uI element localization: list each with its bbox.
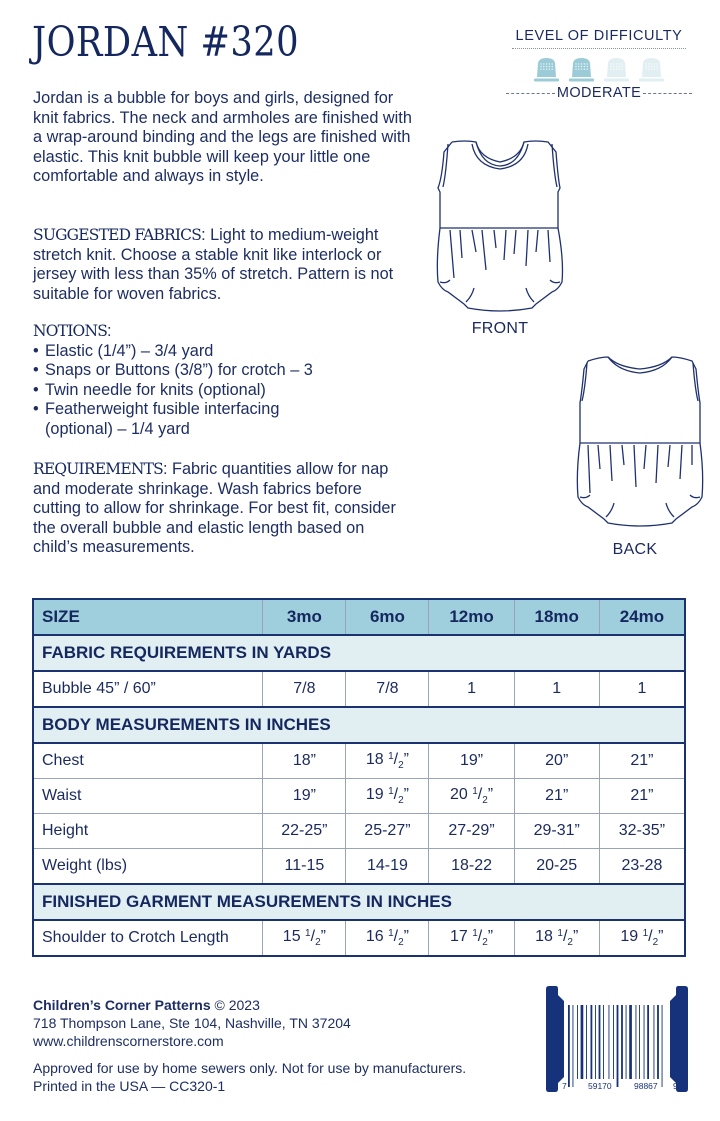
requirements [33,460,401,558]
table-cell: 16 $^1/_2$” [346,920,429,956]
bullet-icon: • [33,361,39,380]
size-column-header: 3mo [263,599,346,635]
barcode-bar [654,1005,655,1079]
section-header-row [33,884,685,920]
table-cell: 1 [429,671,514,707]
suggested-fabrics-text: : Light to medium-weight stretch knit. Choose a stable knit like interlock or jersey with less than 35% of stretch. Pattern is not suitable for woven fabrics. [33,226,394,303]
barcode-bar [647,1005,649,1079]
bubble-back-drawing [560,345,720,530]
section-header-row [33,635,685,671]
barcode-digits: 59170 [588,1081,612,1091]
section-header-row [33,707,685,743]
size-column-header: 24mo [599,599,685,635]
table-cell: 21” [599,779,685,814]
barcode-bar [617,1005,619,1087]
size-header: SIZE [33,599,263,635]
printed-info: Printed in the USA — CC320-1 [33,1078,226,1094]
copyright: © 2023 [210,997,260,1013]
dashed-rule-left [506,93,555,94]
barcode-digits: 9 [673,1081,678,1091]
suggested-fabrics-label: SUGGESTED FABRICS [33,226,202,244]
company-name: Children’s Corner Patterns [33,997,211,1013]
table-row [33,920,685,956]
table-cell: 15 $^1/_2$” [263,920,346,956]
spool-right-end [670,986,688,1092]
table-row [33,671,685,707]
table-row [33,779,685,814]
table-cell: 1 [599,671,685,707]
thimble-filled-icon [567,57,596,83]
table-header-row [33,599,685,635]
table-cell: 20 $^1/_2$” [429,779,514,814]
difficulty-level: MODERATE [556,85,642,101]
barcode-bar [662,1005,663,1087]
table-cell: 29-31” [514,814,599,849]
barcode-bar [603,1005,604,1079]
table-cell: 23-28 [599,849,685,885]
barcode-spool-icon [544,985,690,1093]
barcode-bar [621,1005,623,1079]
address: 718 Thompson Lane, Ste 104, Nashville, TN 37204 [33,1015,351,1031]
table-cell: 20-25 [514,849,599,885]
back-caption: BACK [612,541,658,558]
barcode-digits: 98867 [634,1081,658,1091]
row-label: Weight (lbs) [33,849,263,885]
difficulty-label: LEVEL OF DIFFICULTY [515,28,683,44]
thimble-filled-icon [532,57,561,83]
barcode-bar [639,1005,640,1079]
difficulty-indicator [506,28,692,101]
table-cell: 21” [514,779,599,814]
table-cell: 1 [514,671,599,707]
table-row [33,814,685,849]
notion-item [33,381,423,401]
table-cell: 11-15 [263,849,346,885]
barcode-bar [636,1005,637,1079]
section-title: FABRIC REQUIREMENTS IN YARDS [33,635,685,671]
thimble-rating [506,57,692,83]
notion-item [33,342,423,362]
table-cell: 7/8 [263,671,346,707]
barcode-digits: 7 [562,1081,567,1091]
bullet-icon: • [33,400,39,419]
bullet-icon: • [33,341,39,360]
section-title: BODY MEASUREMENTS IN INCHES [33,707,685,743]
barcode-bar [609,1005,610,1079]
spool-left-end [546,986,564,1092]
row-label: Waist [33,779,263,814]
pattern-title: JORDAN #320 [32,18,299,66]
size-column-header: 12mo [429,599,514,635]
table-row [33,849,685,885]
row-label: Shoulder to Crotch Length [33,920,263,956]
table-cell: 19 $^1/_2$” [599,920,685,956]
thimble-empty-icon [602,57,631,83]
table-cell: 19” [429,743,514,779]
table-cell: 18 $^1/_2$” [514,920,599,956]
table-cell: 19 $^1/_2$” [346,779,429,814]
notion-item [33,361,423,381]
section-title: FINISHED GARMENT MEASUREMENTS IN INCHES [33,884,685,920]
row-label: Height [33,814,263,849]
barcode-bar [644,1005,645,1079]
table-cell: 18” [263,743,346,779]
notions-label: NOTIONS [33,322,108,340]
barcode-bar [657,1005,659,1079]
notion-text: Snaps or Buttons (3/8”) for crotch – 3 [45,361,313,380]
dashed-rule-right [643,93,692,94]
barcode-bar [595,1005,596,1079]
notions-list [33,342,423,440]
website-link[interactable]: www.childrenscornerstore.com [33,1033,224,1049]
table-cell: 25-27” [346,814,429,849]
table-cell: 19” [263,779,346,814]
table-cell: 27-29” [429,814,514,849]
barcode-bar [599,1005,601,1079]
bullet-icon: • [33,380,39,399]
table-cell: 18 $^1/_2$” [346,743,429,779]
table-cell: 20” [514,743,599,779]
thimble-empty-icon [637,57,666,83]
barcode-bar [626,1005,627,1079]
footer [33,996,466,1095]
size-chart-table [32,598,686,957]
bubble-front-drawing [410,130,590,315]
barcode-bar [577,1005,578,1079]
dotted-divider [512,48,686,49]
table-cell: 18-22 [429,849,514,885]
front-illustration [410,130,590,338]
barcode-bar [573,1005,574,1087]
table-row [33,743,685,779]
front-caption: FRONT [471,320,529,337]
row-label: Bubble 45” / 60” [33,671,263,707]
size-column-header: 6mo [346,599,429,635]
notion-text: Elastic (1/4”) – 3/4 yard [45,341,214,360]
table-cell: 22-25” [263,814,346,849]
row-label: Chest [33,743,263,779]
notion-item [33,400,315,439]
intro-description: Jordan is a bubble for boys and girls, designed for knit fabrics. The neck and armholes are finished with a wrap-around binding and the legs are finished with elastic. This knit bubble will keep your little one comfortable and always in style. [33,89,412,186]
barcode-bar [629,1005,632,1079]
notions-section [33,322,423,440]
barcode-bar [586,1005,587,1079]
notion-text: Twin needle for knits (optional) [45,380,266,399]
table-cell: 7/8 [346,671,429,707]
barcode-bar [613,1005,614,1079]
barcode-bar [568,1005,570,1087]
requirements-text: : Fabric quantities allow for nap and moderate shrinkage. Wash fabrics before cutting to allow for shrinkage. For best fit, consider the overall bubble and elastic length based on child’s measurements. [33,460,396,557]
notion-text: Featherweight fusible interfacing (optional) – 1/4 yard [45,400,280,438]
table-cell: 14-19 [346,849,429,885]
back-illustration [560,345,720,559]
requirements-label: REQUIREMENTS [33,460,163,478]
table-cell: 21” [599,743,685,779]
barcode-bar [591,1005,593,1079]
suggested-fabrics [33,226,423,304]
size-column-header: 18mo [514,599,599,635]
table-cell: 32-35” [599,814,685,849]
notions-colon: : [107,322,112,340]
table-cell: 17 $^1/_2$” [429,920,514,956]
legal-notice: Approved for use by home sewers only. Not for use by manufacturers. [33,1060,467,1076]
barcode-bar [581,1005,584,1079]
